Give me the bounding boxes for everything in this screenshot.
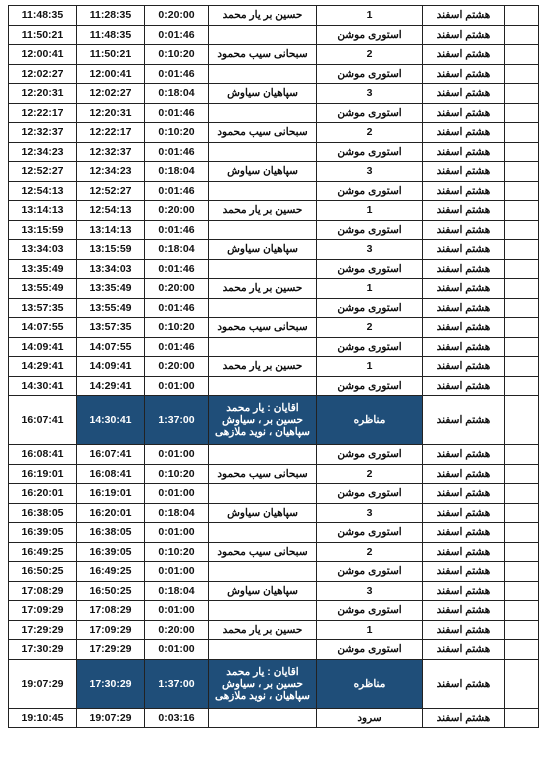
program-cell: 1	[317, 279, 423, 299]
program-cell: استوری موشن	[317, 64, 423, 84]
program-cell: استوری موشن	[317, 142, 423, 162]
start-time-cell: 13:55:49	[77, 298, 145, 318]
program-cell: استوری موشن	[317, 103, 423, 123]
end-time-cell: 16:50:25	[9, 562, 77, 582]
empty-cell	[505, 484, 539, 504]
presenter-cell: اقایان : یار محمد حسین بر ، سیاوش سپاهیان ، نوید ملازهی	[209, 396, 317, 445]
duration-cell: 0:01:00	[145, 562, 209, 582]
day-cell: هشتم اسفند	[423, 620, 505, 640]
presenter-cell: حسین بر یار محمد	[209, 357, 317, 377]
program-cell: 2	[317, 318, 423, 338]
program-cell: استوری موشن	[317, 523, 423, 543]
presenter-cell	[209, 64, 317, 84]
start-time-cell: 16:49:25	[77, 562, 145, 582]
duration-cell: 0:20:00	[145, 201, 209, 221]
end-time-cell: 16:19:01	[9, 464, 77, 484]
day-cell: هشتم اسفند	[423, 123, 505, 143]
table-row	[9, 503, 539, 523]
start-time-cell: 12:52:27	[77, 181, 145, 201]
start-time-cell: 16:50:25	[77, 581, 145, 601]
program-cell: 1	[317, 620, 423, 640]
program-cell: استوری موشن	[317, 484, 423, 504]
table-row	[9, 601, 539, 621]
table-row	[9, 240, 539, 260]
broadcast-schedule-table	[8, 5, 539, 728]
day-cell: هشتم اسفند	[423, 523, 505, 543]
table-row	[9, 279, 539, 299]
end-time-cell: 11:50:21	[9, 25, 77, 45]
empty-cell	[505, 659, 539, 708]
end-time-cell: 19:10:45	[9, 708, 77, 728]
program-cell: 1	[317, 357, 423, 377]
duration-cell: 0:01:46	[145, 103, 209, 123]
presenter-cell: سپاهیان سیاوش	[209, 84, 317, 104]
empty-cell	[505, 523, 539, 543]
presenter-cell: سبحانی سیب محمود	[209, 45, 317, 65]
duration-cell: 0:01:46	[145, 259, 209, 279]
duration-cell: 1:37:00	[145, 396, 209, 445]
program-cell: 2	[317, 45, 423, 65]
presenter-cell: اقایان : یار محمد حسین بر ، سیاوش سپاهیان ، نوید ملازهی	[209, 659, 317, 708]
duration-cell: 0:01:46	[145, 25, 209, 45]
table-row	[9, 581, 539, 601]
empty-cell	[505, 298, 539, 318]
table-row	[9, 542, 539, 562]
empty-cell	[505, 562, 539, 582]
end-time-cell: 19:07:29	[9, 659, 77, 708]
start-time-cell: 16:39:05	[77, 542, 145, 562]
end-time-cell: 13:15:59	[9, 220, 77, 240]
start-time-cell: 12:02:27	[77, 84, 145, 104]
empty-cell	[505, 357, 539, 377]
duration-cell: 1:37:00	[145, 659, 209, 708]
empty-cell	[505, 6, 539, 26]
end-time-cell: 14:29:41	[9, 357, 77, 377]
empty-cell	[505, 620, 539, 640]
day-cell: هشتم اسفند	[423, 601, 505, 621]
program-cell: مناظره	[317, 396, 423, 445]
empty-cell	[505, 318, 539, 338]
start-time-cell: 12:20:31	[77, 103, 145, 123]
table-row	[9, 484, 539, 504]
empty-cell	[505, 376, 539, 396]
day-cell: هشتم اسفند	[423, 484, 505, 504]
duration-cell: 0:20:00	[145, 357, 209, 377]
end-time-cell: 16:38:05	[9, 503, 77, 523]
presenter-cell	[209, 708, 317, 728]
end-time-cell: 13:34:03	[9, 240, 77, 260]
start-time-cell: 13:35:49	[77, 279, 145, 299]
start-time-cell: 17:29:29	[77, 640, 145, 660]
table-row	[9, 523, 539, 543]
presenter-cell: سپاهیان سیاوش	[209, 162, 317, 182]
program-cell: مناظره	[317, 659, 423, 708]
program-cell: سرود	[317, 708, 423, 728]
end-time-cell: 17:09:29	[9, 601, 77, 621]
start-time-cell: 16:19:01	[77, 484, 145, 504]
presenter-cell	[209, 640, 317, 660]
empty-cell	[505, 396, 539, 445]
duration-cell: 0:01:46	[145, 142, 209, 162]
start-time-cell: 14:29:41	[77, 376, 145, 396]
program-cell: استوری موشن	[317, 640, 423, 660]
duration-cell: 0:10:20	[145, 123, 209, 143]
day-cell: هشتم اسفند	[423, 45, 505, 65]
day-cell: هشتم اسفند	[423, 298, 505, 318]
day-cell: هشتم اسفند	[423, 396, 505, 445]
day-cell: هشتم اسفند	[423, 201, 505, 221]
day-cell: هشتم اسفند	[423, 84, 505, 104]
empty-cell	[505, 279, 539, 299]
empty-cell	[505, 240, 539, 260]
empty-cell	[505, 84, 539, 104]
presenter-cell	[209, 337, 317, 357]
program-cell: استوری موشن	[317, 337, 423, 357]
day-cell: هشتم اسفند	[423, 640, 505, 660]
start-time-cell: 16:08:41	[77, 464, 145, 484]
presenter-cell: سپاهیان سیاوش	[209, 503, 317, 523]
day-cell: هشتم اسفند	[423, 181, 505, 201]
end-time-cell: 17:08:29	[9, 581, 77, 601]
table-row	[9, 640, 539, 660]
table-row	[9, 357, 539, 377]
start-time-cell: 14:09:41	[77, 357, 145, 377]
table-row	[9, 376, 539, 396]
end-time-cell: 17:29:29	[9, 620, 77, 640]
day-cell: هشتم اسفند	[423, 279, 505, 299]
table-row	[9, 620, 539, 640]
duration-cell: 0:01:00	[145, 484, 209, 504]
empty-cell	[505, 162, 539, 182]
empty-cell	[505, 503, 539, 523]
day-cell: هشتم اسفند	[423, 259, 505, 279]
end-time-cell: 12:20:31	[9, 84, 77, 104]
duration-cell: 0:01:46	[145, 220, 209, 240]
presenter-cell	[209, 181, 317, 201]
empty-cell	[505, 45, 539, 65]
end-time-cell: 16:08:41	[9, 445, 77, 465]
empty-cell	[505, 337, 539, 357]
day-cell: هشتم اسفند	[423, 503, 505, 523]
start-time-cell: 12:54:13	[77, 201, 145, 221]
day-cell: هشتم اسفند	[423, 562, 505, 582]
presenter-cell: سبحانی سیب محمود	[209, 542, 317, 562]
table-row	[9, 142, 539, 162]
empty-cell	[505, 542, 539, 562]
duration-cell: 0:18:04	[145, 581, 209, 601]
duration-cell: 0:01:00	[145, 640, 209, 660]
day-cell: هشتم اسفند	[423, 337, 505, 357]
duration-cell: 0:01:00	[145, 445, 209, 465]
presenter-cell	[209, 376, 317, 396]
presenter-cell	[209, 601, 317, 621]
start-time-cell: 12:34:23	[77, 162, 145, 182]
end-time-cell: 12:52:27	[9, 162, 77, 182]
end-time-cell: 14:07:55	[9, 318, 77, 338]
duration-cell: 0:01:46	[145, 64, 209, 84]
program-cell: استوری موشن	[317, 220, 423, 240]
table-row	[9, 162, 539, 182]
presenter-cell: سبحانی سیب محمود	[209, 123, 317, 143]
empty-cell	[505, 220, 539, 240]
end-time-cell: 12:54:13	[9, 181, 77, 201]
day-cell: هشتم اسفند	[423, 142, 505, 162]
presenter-cell	[209, 298, 317, 318]
program-cell: 2	[317, 123, 423, 143]
schedule-body	[9, 6, 539, 728]
day-cell: هشتم اسفند	[423, 464, 505, 484]
table-row	[9, 659, 539, 708]
table-row	[9, 298, 539, 318]
program-cell: 3	[317, 84, 423, 104]
empty-cell	[505, 64, 539, 84]
end-time-cell: 14:30:41	[9, 376, 77, 396]
end-time-cell: 12:22:17	[9, 103, 77, 123]
start-time-cell: 14:30:41	[77, 396, 145, 445]
duration-cell: 0:10:20	[145, 45, 209, 65]
end-time-cell: 16:49:25	[9, 542, 77, 562]
program-cell: استوری موشن	[317, 259, 423, 279]
table-row	[9, 103, 539, 123]
table-row	[9, 220, 539, 240]
day-cell: هشتم اسفند	[423, 6, 505, 26]
start-time-cell: 19:07:29	[77, 708, 145, 728]
day-cell: هشتم اسفند	[423, 220, 505, 240]
day-cell: هشتم اسفند	[423, 318, 505, 338]
empty-cell	[505, 142, 539, 162]
presenter-cell	[209, 220, 317, 240]
day-cell: هشتم اسفند	[423, 708, 505, 728]
start-time-cell: 12:22:17	[77, 123, 145, 143]
start-time-cell: 11:48:35	[77, 25, 145, 45]
presenter-cell	[209, 523, 317, 543]
empty-cell	[505, 181, 539, 201]
duration-cell: 0:20:00	[145, 620, 209, 640]
start-time-cell: 11:28:35	[77, 6, 145, 26]
table-row	[9, 84, 539, 104]
empty-cell	[505, 103, 539, 123]
end-time-cell: 11:48:35	[9, 6, 77, 26]
duration-cell: 0:01:46	[145, 298, 209, 318]
program-cell: استوری موشن	[317, 445, 423, 465]
duration-cell: 0:01:00	[145, 376, 209, 396]
presenter-cell	[209, 259, 317, 279]
start-time-cell: 13:57:35	[77, 318, 145, 338]
duration-cell: 0:20:00	[145, 279, 209, 299]
duration-cell: 0:01:00	[145, 523, 209, 543]
end-time-cell: 12:02:27	[9, 64, 77, 84]
presenter-cell: حسین بر یار محمد	[209, 201, 317, 221]
program-cell: 2	[317, 464, 423, 484]
start-time-cell: 17:30:29	[77, 659, 145, 708]
day-cell: هشتم اسفند	[423, 542, 505, 562]
duration-cell: 0:18:04	[145, 503, 209, 523]
day-cell: هشتم اسفند	[423, 659, 505, 708]
end-time-cell: 16:07:41	[9, 396, 77, 445]
start-time-cell: 12:00:41	[77, 64, 145, 84]
empty-cell	[505, 445, 539, 465]
duration-cell: 0:01:46	[145, 337, 209, 357]
program-cell: 1	[317, 6, 423, 26]
empty-cell	[505, 601, 539, 621]
start-time-cell: 16:20:01	[77, 503, 145, 523]
table-row	[9, 64, 539, 84]
table-row	[9, 181, 539, 201]
empty-cell	[505, 259, 539, 279]
empty-cell	[505, 464, 539, 484]
table-row	[9, 318, 539, 338]
presenter-cell	[209, 25, 317, 45]
table-row	[9, 708, 539, 728]
table-row	[9, 6, 539, 26]
presenter-cell	[209, 103, 317, 123]
program-cell: 3	[317, 503, 423, 523]
presenter-cell: حسین بر یار محمد	[209, 6, 317, 26]
duration-cell: 0:18:04	[145, 240, 209, 260]
empty-cell	[505, 708, 539, 728]
presenter-cell	[209, 445, 317, 465]
presenter-cell: حسین بر یار محمد	[209, 620, 317, 640]
table-row	[9, 201, 539, 221]
program-cell: استوری موشن	[317, 562, 423, 582]
duration-cell: 0:03:16	[145, 708, 209, 728]
empty-cell	[505, 581, 539, 601]
table-row	[9, 464, 539, 484]
presenter-cell	[209, 562, 317, 582]
start-time-cell: 17:09:29	[77, 620, 145, 640]
day-cell: هشتم اسفند	[423, 357, 505, 377]
end-time-cell: 12:34:23	[9, 142, 77, 162]
program-cell: استوری موشن	[317, 376, 423, 396]
end-time-cell: 13:55:49	[9, 279, 77, 299]
day-cell: هشتم اسفند	[423, 25, 505, 45]
program-cell: استوری موشن	[317, 601, 423, 621]
program-cell: 2	[317, 542, 423, 562]
day-cell: هشتم اسفند	[423, 376, 505, 396]
table-row	[9, 396, 539, 445]
program-cell: 3	[317, 240, 423, 260]
empty-cell	[505, 201, 539, 221]
day-cell: هشتم اسفند	[423, 240, 505, 260]
duration-cell: 0:18:04	[145, 84, 209, 104]
program-cell: 3	[317, 162, 423, 182]
end-time-cell: 16:39:05	[9, 523, 77, 543]
start-time-cell: 11:50:21	[77, 45, 145, 65]
duration-cell: 0:18:04	[145, 162, 209, 182]
table-row	[9, 45, 539, 65]
start-time-cell: 13:15:59	[77, 240, 145, 260]
end-time-cell: 17:30:29	[9, 640, 77, 660]
duration-cell: 0:10:20	[145, 318, 209, 338]
program-cell: استوری موشن	[317, 298, 423, 318]
duration-cell: 0:01:46	[145, 181, 209, 201]
presenter-cell	[209, 484, 317, 504]
day-cell: هشتم اسفند	[423, 64, 505, 84]
end-time-cell: 13:57:35	[9, 298, 77, 318]
presenter-cell: سپاهیان سیاوش	[209, 581, 317, 601]
day-cell: هشتم اسفند	[423, 162, 505, 182]
end-time-cell: 16:20:01	[9, 484, 77, 504]
end-time-cell: 12:00:41	[9, 45, 77, 65]
presenter-cell: سپاهیان سیاوش	[209, 240, 317, 260]
empty-cell	[505, 25, 539, 45]
table-row	[9, 337, 539, 357]
duration-cell: 0:20:00	[145, 6, 209, 26]
table-row	[9, 562, 539, 582]
start-time-cell: 16:07:41	[77, 445, 145, 465]
table-row	[9, 123, 539, 143]
duration-cell: 0:10:20	[145, 542, 209, 562]
program-cell: استوری موشن	[317, 181, 423, 201]
presenter-cell: حسین بر یار محمد	[209, 279, 317, 299]
table-row	[9, 445, 539, 465]
start-time-cell: 16:38:05	[77, 523, 145, 543]
program-cell: استوری موشن	[317, 25, 423, 45]
presenter-cell: سبحانی سیب محمود	[209, 464, 317, 484]
start-time-cell: 12:32:37	[77, 142, 145, 162]
program-cell: 1	[317, 201, 423, 221]
presenter-cell: سبحانی سیب محمود	[209, 318, 317, 338]
table-row	[9, 25, 539, 45]
empty-cell	[505, 123, 539, 143]
duration-cell: 0:10:20	[145, 464, 209, 484]
start-time-cell: 17:08:29	[77, 601, 145, 621]
day-cell: هشتم اسفند	[423, 581, 505, 601]
day-cell: هشتم اسفند	[423, 103, 505, 123]
program-cell: 3	[317, 581, 423, 601]
day-cell: هشتم اسفند	[423, 445, 505, 465]
end-time-cell: 12:32:37	[9, 123, 77, 143]
end-time-cell: 13:14:13	[9, 201, 77, 221]
table-row	[9, 259, 539, 279]
end-time-cell: 13:35:49	[9, 259, 77, 279]
empty-cell	[505, 640, 539, 660]
start-time-cell: 13:14:13	[77, 220, 145, 240]
presenter-cell	[209, 142, 317, 162]
start-time-cell: 14:07:55	[77, 337, 145, 357]
start-time-cell: 13:34:03	[77, 259, 145, 279]
end-time-cell: 14:09:41	[9, 337, 77, 357]
duration-cell: 0:01:00	[145, 601, 209, 621]
